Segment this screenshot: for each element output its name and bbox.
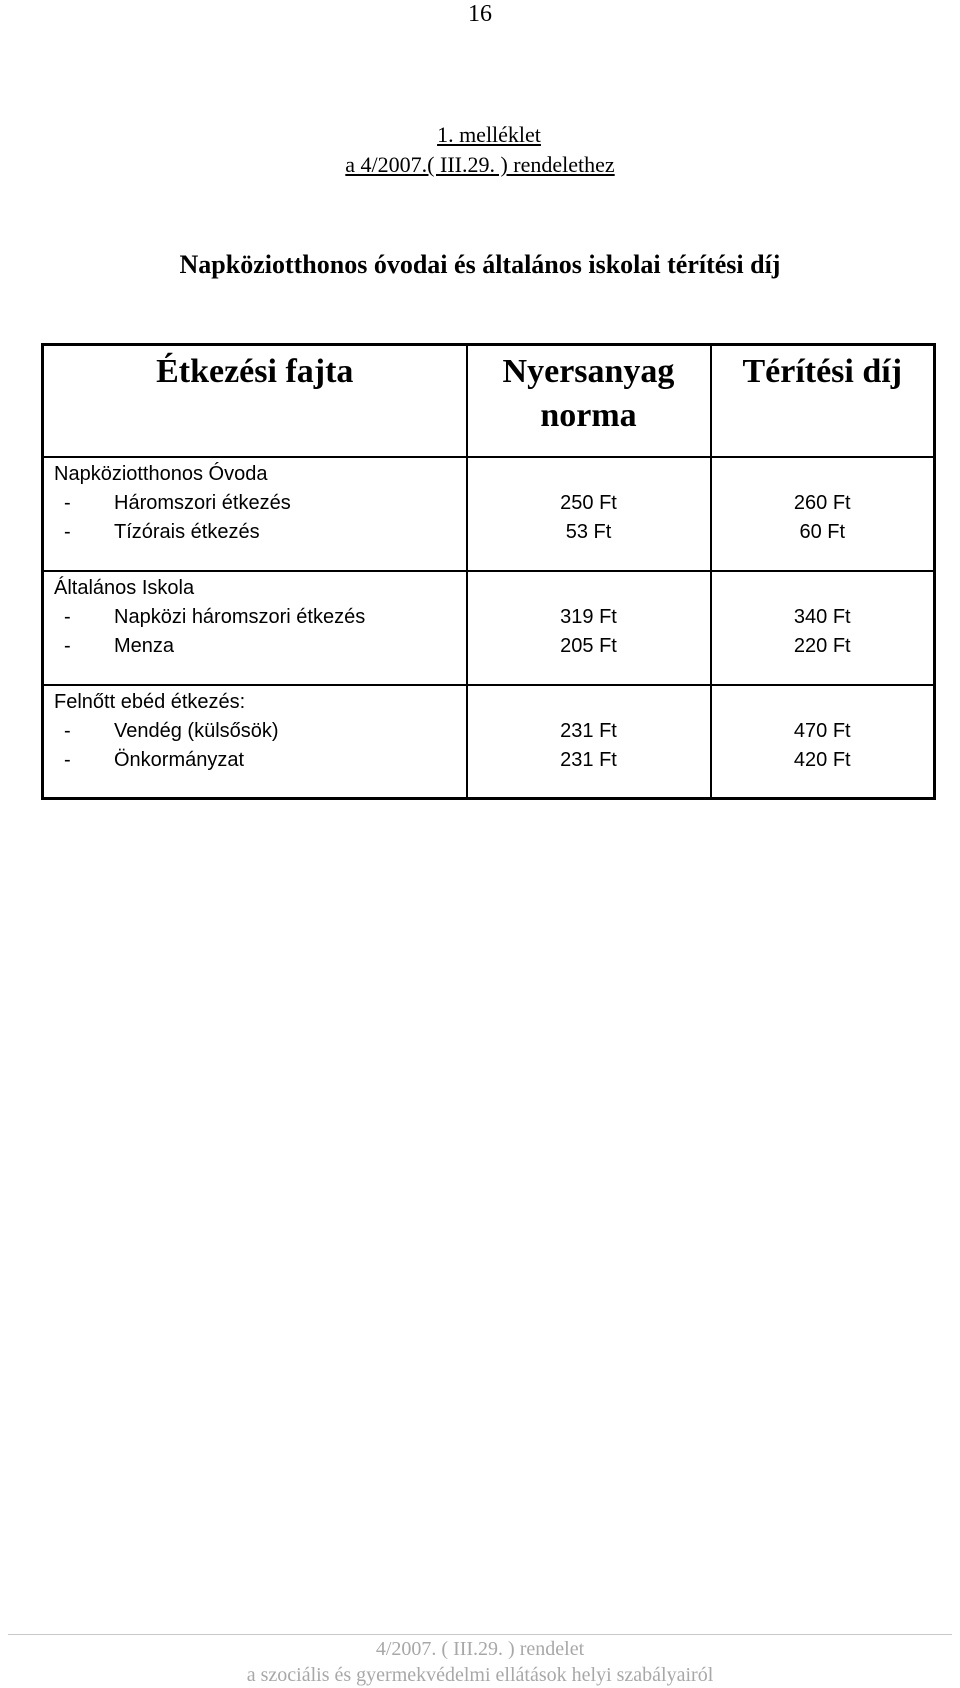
- bullet-dash: -: [64, 605, 71, 628]
- item-label: Menza: [114, 634, 175, 657]
- norm-value: 231 Ft: [560, 719, 617, 742]
- fee-cell: [711, 571, 935, 685]
- table-row: [43, 457, 935, 571]
- item-label: Háromszori étkezés: [114, 491, 291, 514]
- item-label: Vendég (külsősök): [114, 719, 279, 742]
- page-footer: [0, 1636, 960, 1688]
- norm-value: 250 Ft: [560, 491, 617, 514]
- table-header-row: [43, 345, 935, 457]
- list-item: [54, 518, 466, 547]
- annex-line-2: a 4/2007.( III.29. ) rendelethez: [345, 152, 615, 177]
- fee-value: 420 Ft: [793, 748, 851, 771]
- fee-value: 470 Ft: [793, 719, 851, 742]
- list-item: [54, 489, 466, 518]
- fee-cell: [711, 685, 935, 799]
- bullet-dash: -: [64, 520, 71, 543]
- item-label: Tízórais étkezés: [114, 520, 260, 543]
- bullet-dash: -: [64, 719, 71, 742]
- item-label: Napközi háromszori étkezés: [114, 605, 366, 628]
- norm-value: 319 Ft: [560, 605, 617, 628]
- header-raw-material-norm: Nyersanyag norma: [467, 345, 711, 457]
- norm-cell: [467, 457, 711, 571]
- list-item: [54, 603, 466, 632]
- footer-line-2: a szociális és gyermekvédelmi ellátások helyi szabályairól: [246, 1664, 714, 1686]
- table-row: [43, 685, 935, 799]
- category-name: Napköziotthonos Óvoda: [54, 462, 268, 485]
- header-meal-type: Étkezési fajta: [43, 345, 467, 457]
- bullet-dash: -: [64, 491, 71, 514]
- fee-value: 260 Ft: [793, 491, 851, 514]
- norm-value: 231 Ft: [560, 748, 617, 771]
- fee-value: 340 Ft: [793, 605, 851, 628]
- annex-reference: [0, 120, 960, 180]
- category-name: Általános Iskola: [54, 576, 195, 599]
- list-item: [54, 632, 466, 661]
- norm-cell: [467, 571, 711, 685]
- document-title: Napköziotthonos óvodai és általános iskolai térítési díj: [179, 250, 781, 279]
- bullet-dash: -: [64, 748, 71, 771]
- annex-line-1: 1. melléklet: [437, 122, 541, 147]
- header-fee: Térítési díj: [711, 345, 935, 457]
- fee-table: [41, 343, 936, 800]
- item-label: Önkormányzat: [114, 748, 245, 771]
- table-row: [43, 571, 935, 685]
- fee-cell: [711, 457, 935, 571]
- category-cell: [43, 457, 467, 571]
- norm-value: 53 Ft: [565, 520, 612, 543]
- category-cell: [43, 571, 467, 685]
- footer-divider: [8, 1634, 952, 1635]
- category-cell: [43, 685, 467, 799]
- page-number: 16: [468, 1, 492, 27]
- norm-cell: [467, 685, 711, 799]
- fee-value: 60 Ft: [799, 520, 846, 543]
- fee-value: 220 Ft: [793, 634, 851, 657]
- list-item: [54, 746, 466, 775]
- category-name: Felnőtt ebéd étkezés:: [54, 690, 246, 713]
- list-item: [54, 717, 466, 746]
- footer-line-1: 4/2007. ( III.29. ) rendelet: [375, 1638, 585, 1660]
- norm-value: 205 Ft: [560, 634, 617, 657]
- bullet-dash: -: [64, 634, 71, 657]
